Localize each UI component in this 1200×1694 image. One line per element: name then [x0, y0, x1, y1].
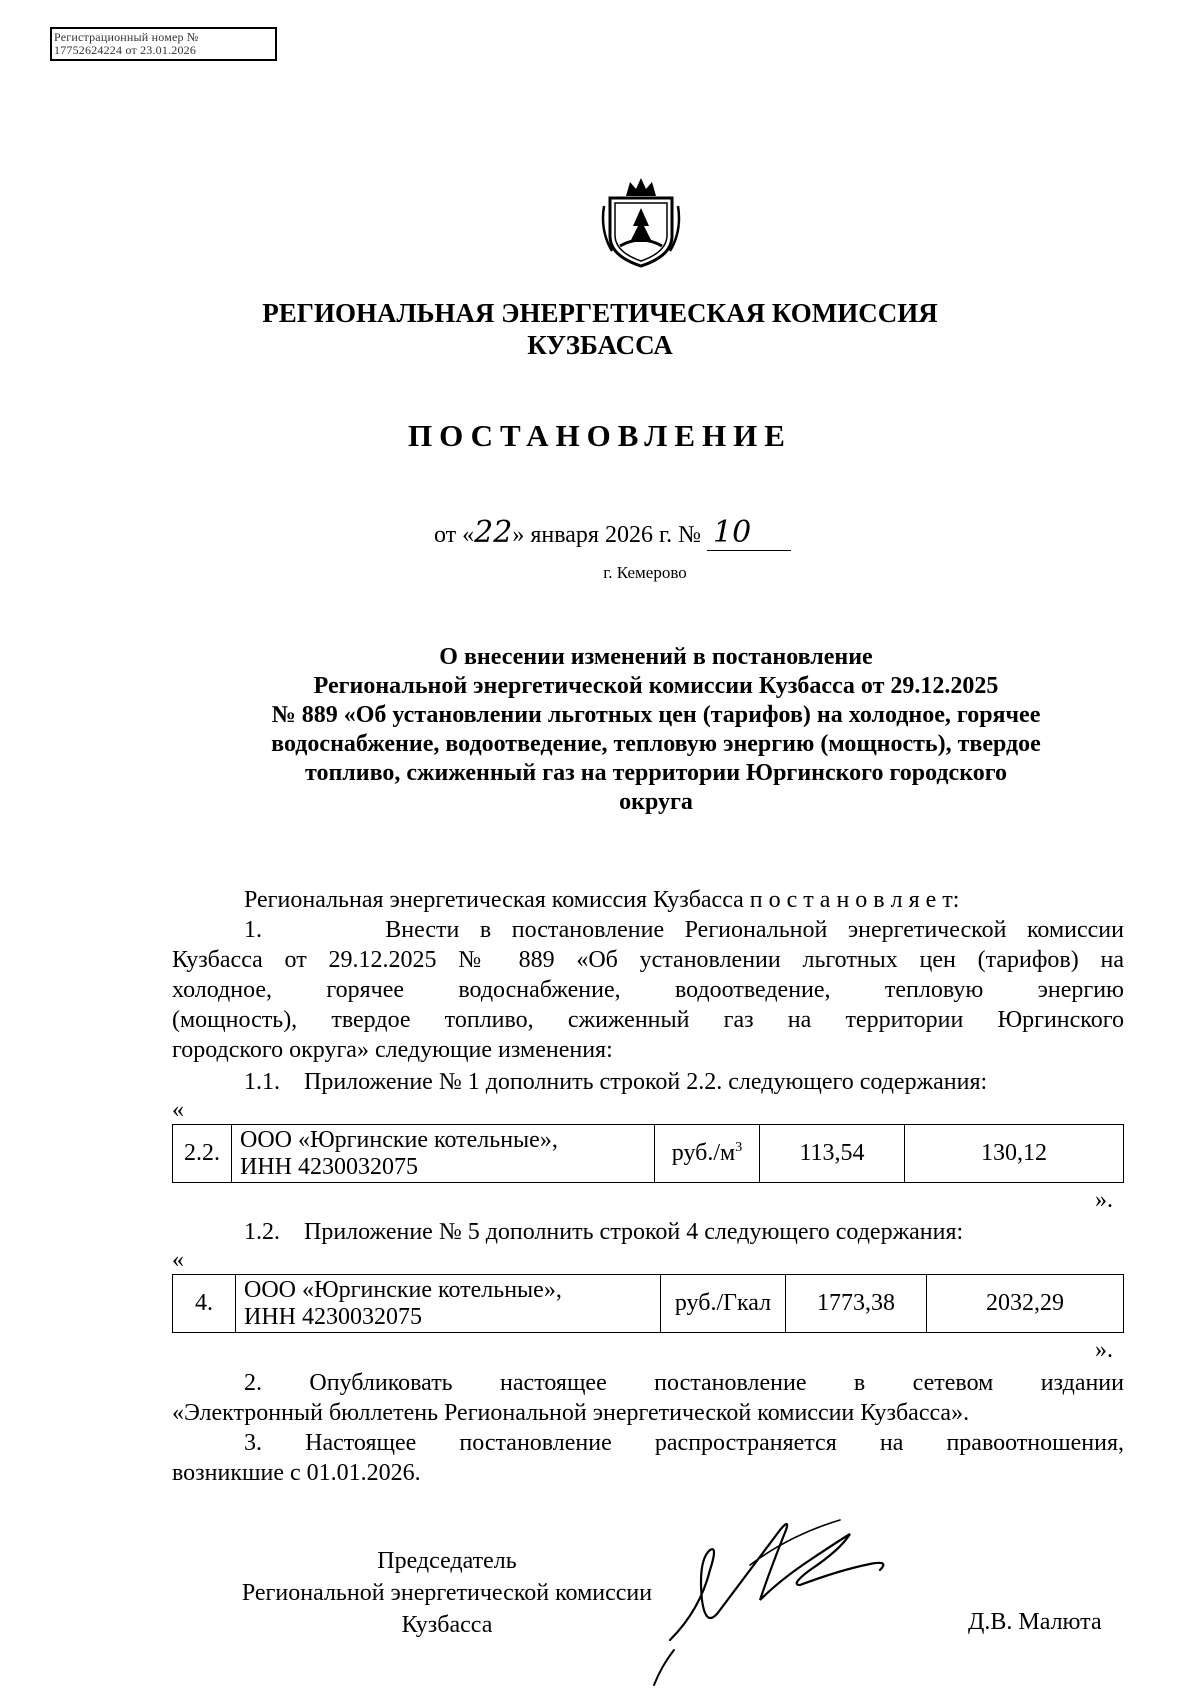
paragraph-2 [172, 1368, 1124, 1428]
paragraph-1 [172, 915, 1124, 1065]
document-number-field [707, 515, 791, 551]
position-line2: Региональной энергетической комиссии [241, 1580, 653, 1606]
registration-label: Регистрационный номер № [54, 30, 199, 44]
subject-line2: Региональной энергетической комиссии Кузбасса от 29.12.2025 [313, 673, 999, 699]
handwritten-signature-icon [640, 1490, 970, 1690]
paragraph-2-line2: «Электронный бюллетень Региональной энергетической комиссии Кузбасса». [172, 1400, 970, 1426]
handwritten-day: 22 [474, 515, 513, 550]
organization-cell [232, 1125, 655, 1183]
city: г. Кемерово [603, 563, 687, 582]
table-appendix-1 [172, 1124, 1124, 1183]
value-1: 1773,38 [786, 1275, 927, 1333]
value-1: 113,54 [760, 1125, 905, 1183]
unit: руб./Гкал [661, 1275, 786, 1333]
quote-open-2: « [172, 1247, 184, 1273]
organization-inn: ИНН 4230032075 [244, 1303, 422, 1330]
paragraph-1-line1: 1. Внести в постановление Региональной энергетической комиссии [244, 917, 1124, 943]
organization-title-line1: РЕГИОНАЛЬНАЯ ЭНЕРГЕТИЧЕСКАЯ КОМИССИЯ [262, 298, 938, 328]
document-type: ПОСТАНОВЛЕНИЕ [408, 418, 792, 453]
paragraph-1-line3: холодное, горячее водоснабжение, водоотведение, тепловую энергию [172, 977, 1124, 1003]
paragraph-1-line4: (мощность), твердое топливо, сжиженный газ на территории Юргинского [172, 1007, 1124, 1033]
unit-cell [655, 1125, 760, 1183]
unit: руб./м [671, 1140, 736, 1166]
paragraph-3-line2: возникшие с 01.01.2026. [172, 1460, 421, 1486]
registration-number: 17752624224 от 23.01.2026 [54, 43, 197, 57]
position-line1: Председатель [377, 1548, 517, 1574]
position-line3: Кузбасса [401, 1612, 493, 1638]
subject-line1: О внесении изменений в постановление [439, 644, 873, 670]
paragraph-2-line1: 2. Опубликовать настоящее постановление в сетевом издании [244, 1370, 1124, 1396]
quote-close-2: ». [1095, 1337, 1113, 1363]
table-row [173, 1275, 1124, 1333]
table-appendix-5 [172, 1274, 1124, 1333]
organization-title-line2: КУЗБАССА [527, 330, 673, 360]
handwritten-number: 10 [712, 515, 752, 550]
quote-close-1: ». [1095, 1187, 1113, 1213]
date-prefix: от « [434, 522, 475, 548]
paragraph-1-line2: Кузбасса от 29.12.2025 № 889 «Об установлении льготных цен (тарифов) на [172, 947, 1124, 973]
table-row [173, 1125, 1124, 1183]
registration-stamp [50, 27, 277, 61]
organization-cell [236, 1275, 661, 1333]
paragraph-3-line1: 3. Настоящее постановление распространяется на правоотношения, [244, 1430, 1124, 1456]
paragraph-1-1: 1.1. Приложение № 1 дополнить строкой 2.2. следующего содержания: [244, 1069, 988, 1095]
paragraph-3 [172, 1428, 1124, 1488]
value-2: 2032,29 [927, 1275, 1124, 1333]
subject-line5: топливо, сжиженный газ на территории Юргинского городского [305, 760, 1007, 786]
unit-superscript: 3 [735, 1140, 743, 1155]
quote-open-1: « [172, 1097, 184, 1123]
document-subject [186, 643, 1126, 817]
subject-line3: № 889 «Об установлении льготных цен (тарифов) на холодное, горячее [271, 702, 1041, 728]
row-number: 2.2. [173, 1125, 232, 1183]
signatory-position [197, 1545, 697, 1641]
paragraph-1-line5: городского округа» следующие изменения: [172, 1037, 613, 1063]
row-number: 4. [173, 1275, 236, 1333]
value-2: 130,12 [905, 1125, 1124, 1183]
organization-name: ООО «Юргинские котельные», [244, 1276, 562, 1303]
organization-name: ООО «Юргинские котельные», [240, 1126, 558, 1153]
paragraph-1-2: 1.2. Приложение № 5 дополнить строкой 4 следующего содержания: [244, 1219, 964, 1245]
date-line [434, 515, 791, 551]
kuzbass-coat-of-arms-icon [600, 176, 682, 268]
date-middle: » января 2026 г. № [512, 522, 701, 548]
organization-title [0, 297, 1200, 361]
subject-line6: округа [619, 789, 693, 815]
subject-line4: водоснабжение, водоотведение, тепловую энергию (мощность), твердое [271, 731, 1041, 757]
preamble: Региональная энергетическая комиссия Кузбасса п о с т а н о в л я е т: [244, 887, 960, 913]
signatory-name: Д.В. Малюта [968, 1609, 1102, 1635]
organization-inn: ИНН 4230032075 [240, 1153, 418, 1180]
